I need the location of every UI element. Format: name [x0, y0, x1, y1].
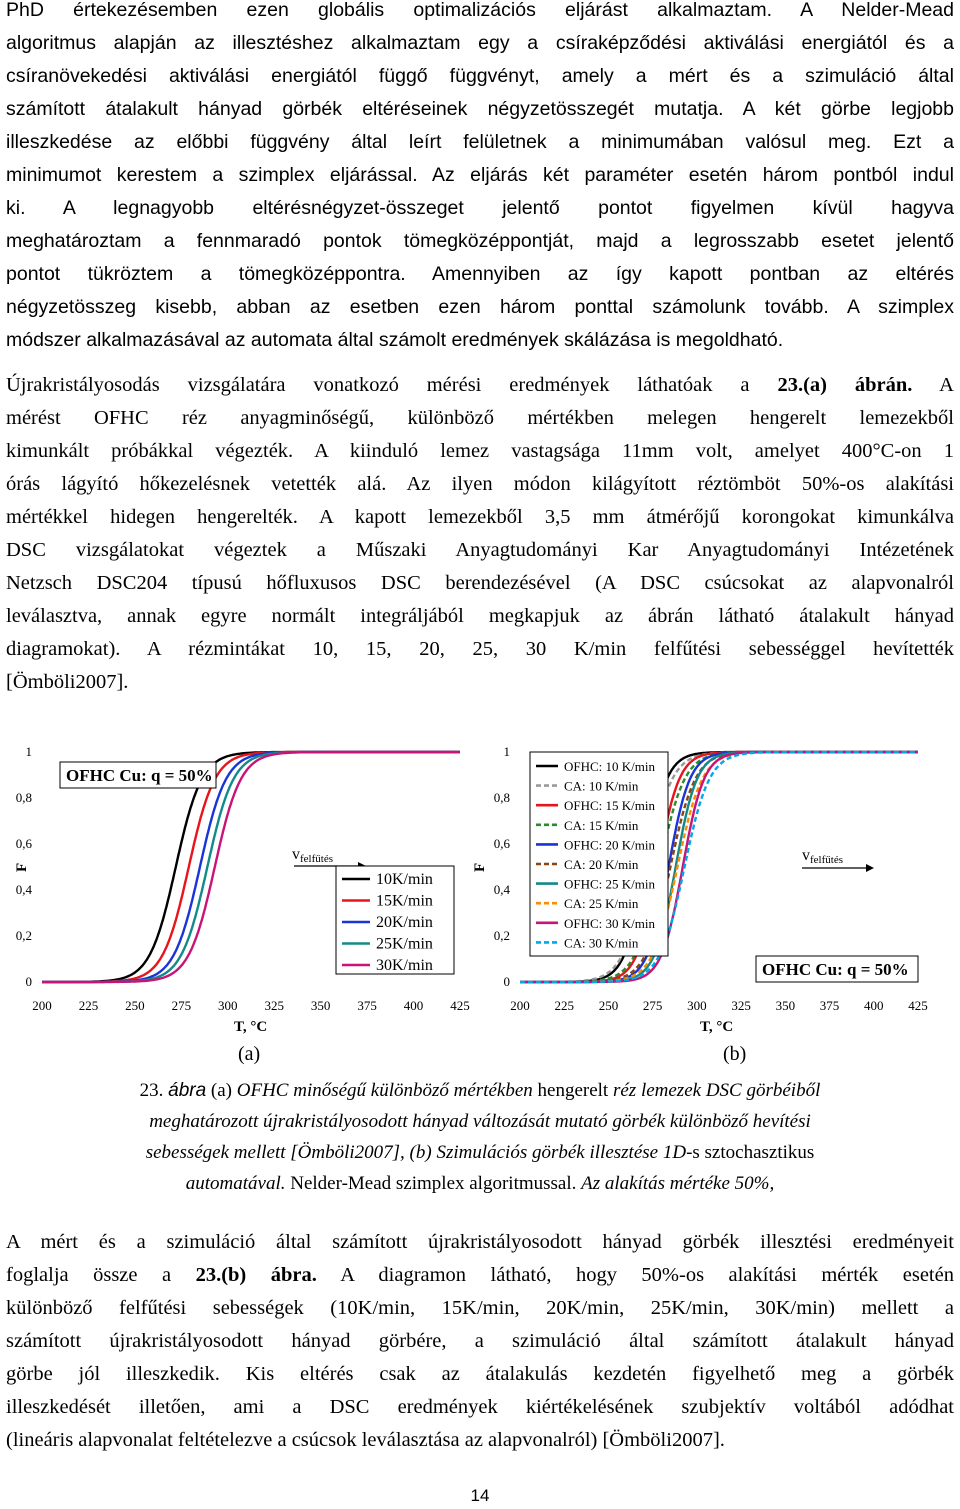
y-tick-label: 0,6: [15, 836, 32, 851]
y-tick-label: 0,4: [15, 882, 32, 897]
text-line: meghatároztam a fennmaradó pontok tömegközéppontját, majd a legrosszabb esetet jelentő: [6, 230, 954, 252]
y-tick-label: 0,8: [15, 790, 32, 805]
y-tick-label: 0: [25, 974, 32, 989]
text-line: pontot tükröztem a tömegközéppontra. Amennyiben az így kapott pontban az eltérés: [6, 263, 954, 285]
text-line: DSC vizsgálatokat végeztek a Műszaki Anyagtudományi Kar Anyagtudományi Intézetének: [6, 539, 954, 561]
text-line: [Ömböli2007].: [6, 671, 129, 693]
heating-rate-annotation: vfelfűtés: [292, 846, 333, 865]
text-line: órás lágyító hőkezelésnek vetették alá. Az ilyen módon kilágyított réztömböt 50%-os alakítási: [6, 473, 954, 495]
y-tick-label: 0,8: [493, 790, 510, 805]
text-line: A mért és a szimuláció által számított újrakristályosodott hányad görbék illesztési eredményeit: [6, 1231, 954, 1253]
x-tick-label: 325: [731, 998, 751, 1013]
figure-a-chart: [14, 738, 470, 1038]
text-line: Netzsch DSC204 típusú hőfluxusos DSC berendezésével (A DSC csúcsokat az alapvonalról: [6, 572, 954, 594]
x-tick-label: 225: [78, 998, 99, 1013]
text-line: mérést OFHC réz anyagminőségű, különböző mértékben melegen hengerelt lemezekből: [6, 407, 954, 429]
chart-title: OFHC Cu: q = 50%: [66, 766, 213, 785]
paragraph-measurement: [6, 369, 954, 699]
text-line: diagramokat). A rézmintákat 10, 15, 20, 25, 30 K/min felfűtési sebességgel hevítették: [6, 638, 954, 660]
y-tick-label: 0: [503, 974, 510, 989]
legend-label: CA: 20 K/min: [564, 857, 639, 872]
legend-label: OFHC: 25 K/min: [564, 876, 656, 892]
legend-label: 20K/min: [376, 914, 433, 931]
text-line: illeszkedését illetően, ami a DSC eredmények kiértékelésének szubjektív voltából adódhat: [6, 1396, 954, 1418]
x-tick-label: 375: [819, 998, 840, 1013]
legend-label: OFHC: 20 K/min: [564, 837, 656, 853]
legend-label: CA: 25 K/min: [564, 896, 639, 912]
arrow-head: [866, 864, 874, 872]
legend-label: OFHC: 30 K/min: [564, 915, 656, 931]
figure-caption: [90, 1075, 870, 1199]
x-tick-label: 400: [864, 998, 884, 1013]
y-tick-label: 0,4: [493, 882, 510, 897]
chart-title: OFHC Cu: q = 50%: [762, 960, 909, 979]
x-tick-label: 275: [171, 998, 192, 1013]
y-tick-label: 0,6: [493, 836, 510, 851]
text-line: PhD értekezésemben ezen globális optimalizációs eljárást alkalmaztam. A Nelder-Mead: [6, 0, 954, 21]
text-line: illeszkedése az előbbi függvény által leírt felületnek a minimumában valósul meg. Ezt a: [6, 131, 954, 153]
text-line: Újrakristályosodás vizsgálatára vonatkozó mérési eredmények láthatóak a 23.(a) ábrán. A: [6, 374, 954, 396]
text-line: módszer alkalmazásával az automata által számolt eredmények skálázása is megoldható.: [6, 329, 784, 351]
sublabel-a: (a): [238, 1043, 261, 1065]
paragraph-results: [6, 1226, 954, 1457]
paragraph-nelder-mead: [6, 0, 954, 357]
caption-line: meghatározott újrakristályosodott hányad változását mutató görbék különböző hevítési: [149, 1111, 811, 1132]
page-number: 14: [470, 1486, 490, 1505]
x-tick-label: 200: [510, 998, 530, 1013]
legend-label: CA: 30 K/min: [564, 935, 639, 951]
legend-label: 25K/min: [376, 935, 433, 953]
y-tick-label: 0,2: [493, 928, 510, 943]
caption-line: 23. ábra (a) OFHC minőségű különböző mértékben hengerelt réz lemezek DSC görbéiből: [139, 1080, 821, 1101]
y-tick-label: 1: [25, 744, 32, 759]
legend-label: 15K/min: [376, 892, 433, 910]
x-tick-label: 425: [450, 998, 470, 1013]
legend-label: CA: 15 K/min: [564, 817, 639, 833]
legend-label: 10K/min: [376, 871, 433, 888]
text-line: algoritmus alapján az illesztéshez alkalmaztam egy a csíraképződési aktiválási energiától és a: [6, 32, 954, 54]
x-tick-label: 400: [403, 998, 424, 1013]
figure-reference: 23.(b) ábra.: [195, 1264, 317, 1286]
text-line: csíranövekedési aktiválási energiától függő függvényt, amely a mért és a szimuláció által: [6, 65, 954, 87]
x-tick-label: 250: [125, 998, 145, 1013]
y-axis-label: F: [472, 862, 488, 872]
legend-label: OFHC: 15 K/min: [564, 798, 656, 814]
text-line: mértékkel hidegen hengerelték. A kapott lemezekből 3,5 mm átmérőjű korongokat kimunkálva: [6, 506, 954, 528]
legend-label: CA: 10 K/min: [564, 778, 639, 794]
legend-label: OFHC: 10 K/min: [564, 759, 656, 774]
caption-line: sebességek mellett [Ömböli2007], (b) Szimulációs görbék illesztése 1D-s sztochasztikus: [145, 1142, 815, 1163]
text-line: számított újrakristályosodott hányad görbére, a szimuláció által számított átalakult hányad: [6, 1330, 954, 1352]
chart-a-svg: [14, 738, 470, 1038]
text-line: különböző felfűtési sebességek (10K/min, 15K/min, 20K/min, 25K/min, 30K/min) mellett a: [6, 1297, 954, 1319]
x-axis-label: T, °C: [700, 1019, 734, 1035]
x-tick-label: 425: [908, 998, 928, 1013]
x-tick-label: 325: [264, 998, 284, 1013]
text-line: számított átalakult hányad görbék eltéréseinek négyzetösszegét mutatja. A két görbe legjobb: [6, 98, 954, 120]
text-line: leválasztva, annak egyre normált integráljából megkapjuk az ábrán látható átalakult hányad: [6, 605, 954, 627]
text-line: minimumot kerestem a szimplex eljárással. Az eljárás két paraméter esetén három pontból indul: [6, 164, 954, 186]
x-tick-label: 300: [218, 998, 238, 1013]
x-tick-label: 350: [775, 998, 796, 1013]
caption-line: automatával. Nelder-Mead szimplex algoritmussal. Az alakítás mértéke 50%,: [185, 1173, 775, 1194]
x-tick-label: 250: [598, 998, 619, 1013]
x-tick-label: 375: [357, 998, 377, 1013]
chart-b-svg: [472, 738, 928, 1038]
y-tick-label: 0,2: [15, 928, 32, 943]
text-line: kimunkált próbákkal végezték. A kiinduló lemez vastagsága 11mm volt, amelyet 400°C-on 1: [6, 440, 954, 462]
x-tick-label: 200: [32, 998, 52, 1013]
heating-rate-annotation: vfelfűtés: [802, 847, 843, 866]
figure-b-chart: [472, 738, 928, 1038]
text-line: görbe jól illeszkedik. Kis eltérés csak az átalakulás kezdetén figyelhető meg a görbék: [6, 1363, 954, 1385]
x-tick-label: 275: [642, 998, 663, 1013]
x-tick-label: 350: [310, 998, 331, 1013]
text-line: foglalja össze a 23.(b) ábra. A diagramon látható, hogy 50%-os alakítási mérték esetén: [6, 1264, 954, 1286]
sublabel-b: (b): [723, 1043, 747, 1065]
text-line: négyzetösszeg kisebb, abban az esetben ezen három ponttal számolunk tovább. A szimplex: [6, 296, 954, 318]
x-tick-label: 300: [687, 998, 707, 1013]
x-tick-label: 225: [554, 998, 574, 1013]
y-tick-label: 1: [503, 744, 510, 759]
x-axis-label: T, °C: [234, 1019, 268, 1035]
text-line: ki. A legnagyobb eltérésnégyzet-összeget jelentő pontot figyelmen kívül hagyva: [6, 197, 954, 219]
figure-reference: 23.(a) ábrán.: [777, 374, 913, 396]
y-axis-label: F: [14, 862, 30, 872]
text-line: (lineáris alapvonalat feltételezve a csúcsok leválasztása az alapvonalról) [Ömböli2007].: [6, 1429, 725, 1451]
legend-label: 30K/min: [376, 957, 433, 974]
